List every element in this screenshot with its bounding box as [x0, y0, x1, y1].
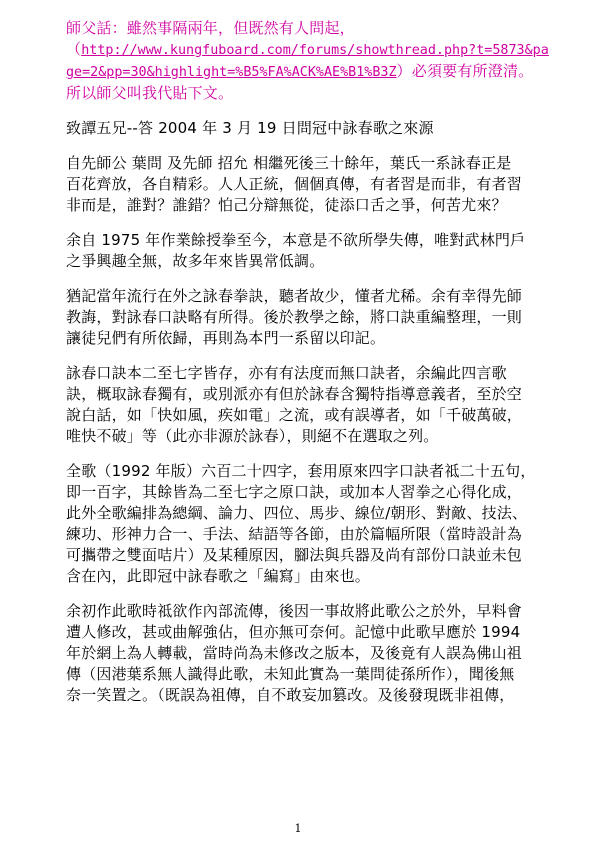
note-line-1: 師父話：雖然事隔兩年，但既然有人問起，: [66, 19, 355, 37]
document-page: [66, 18, 549, 706]
forum-link-part-2[interactable]: ge=2&pp=30&highlight=%B5%FA%ACK%AE%B1%B3Z: [66, 65, 397, 80]
paragraph-line: 訣，概取詠春獨有，或別派亦有但於詠春含獨特指導意義者，至於空: [66, 385, 523, 403]
note-after-link: ）必須要有所澄清。: [396, 62, 534, 80]
paragraph-line: 說白話，如「快如風，疾如電」之流，或有誤導者，如「千破萬破，: [66, 406, 523, 424]
paragraph-line: 余初作此歌時祗欲作內部流傳，後因一事故將此歌公之於外，早料會: [66, 602, 523, 620]
document-body: [66, 139, 540, 706]
paragraph-gap: [66, 272, 540, 286]
paragraph-line: 全歌（1992 年版）六百二十四字，套用原來四字口訣者祗二十五句，: [66, 462, 536, 480]
paragraph-gap: [66, 587, 540, 601]
note-link-line-2: [66, 61, 540, 83]
paragraph-gap: [66, 216, 540, 230]
paragraph-line: 奈一笑置之。（既誤為祖傳，自不敢妄加篡改。及後發現既非祖傳，: [66, 686, 515, 704]
paragraph: [66, 286, 540, 349]
paragraph-gap: [66, 447, 540, 461]
note-link-line: [66, 39, 549, 61]
paragraph-line: 即一百字，其餘皆為二至七字之原口訣，或加本人習拳之心得化成，: [66, 483, 523, 501]
paragraph-line: 含在內，此即冠中詠春歌之「編寫」由來也。: [66, 567, 371, 585]
paragraph-line: 余自 1975 年作業餘授拳至今，本意是不欲所學失傳，唯對武林門戶: [66, 231, 526, 249]
paragraph-line: 年於網上為人轉載，當時尚為未修改之版本，及後竟有人誤為佛山祖: [66, 644, 523, 662]
forum-link-part-1[interactable]: http://www.kungfuboard.com/forums/showthread.php?t=5873&pa: [81, 43, 549, 58]
paragraph-line: 可攜帶之雙面咭片）及某種原因，腳法與兵器及尚有部份口訣並未包: [66, 546, 523, 564]
paragraph-gap: [66, 349, 540, 363]
paragraph: [66, 601, 540, 706]
paragraph-gap: [66, 139, 540, 153]
paragraph-line: 自先師公 葉問 及先師 招允 相繼死後三十餘年，葉氏一系詠春正是: [66, 154, 512, 172]
paragraph-line: 詠春口訣本二至七字皆存，亦有有法度而無口訣者，余編此四言歌: [66, 364, 507, 382]
paragraph: [66, 363, 540, 447]
link-open-paren: （: [66, 40, 82, 58]
paragraph-line: 百花齊放，各自精彩。人人正統，個個真傳，有者習是而非，有者習: [66, 175, 523, 193]
paragraph-line: 唯快不破」等（此亦非源於詠春），則絕不在選取之列。: [66, 427, 439, 445]
paragraph-line: 教誨，對詠春口訣略有所得。後於教學之餘，將口訣重編整理，一則: [66, 308, 523, 326]
paragraph: [66, 461, 540, 587]
paragraph: [66, 230, 540, 272]
note-line-4: 所以師父叫我代貼下文。: [66, 84, 234, 102]
paragraph-line: 之爭興趣全無，故多年來皆異常低調。: [66, 252, 325, 270]
paragraph-line: 練功、形神力合一、手法、結語等各節，由於篇幅所限（當時設計為: [66, 525, 523, 543]
document-title: 致譚五兄--答 2004 年 3 月 19 日問冠中詠春歌之來源: [66, 119, 434, 137]
paragraph-line: 遭人修改，甚或曲解強佔，但亦無可奈何。記憶中此歌早應於 1994: [66, 623, 521, 641]
paragraph-line: 傳（因港葉系無人識得此歌，未知此實為一葉問徒孫所作），聞後無: [66, 665, 515, 683]
page-number: 1: [294, 822, 302, 835]
paragraph-line: 猶記當年流行在外之詠春拳訣，聽者故少，懂者尤稀。余有幸得先師: [66, 287, 523, 305]
paragraph-line: 讓徒兒們有所依歸，再則為本門一系留以印記。: [66, 329, 386, 347]
paragraph-line: 非而是，誰對？誰錯？怕己分辯無從，徒添口舌之爭，何苦尤來？: [66, 196, 507, 214]
paragraph: [66, 153, 540, 216]
paragraph-line: 此外全歌編排為總綱、論力、四位、馬步、線位/朝形、對敵、技法、: [66, 504, 528, 522]
